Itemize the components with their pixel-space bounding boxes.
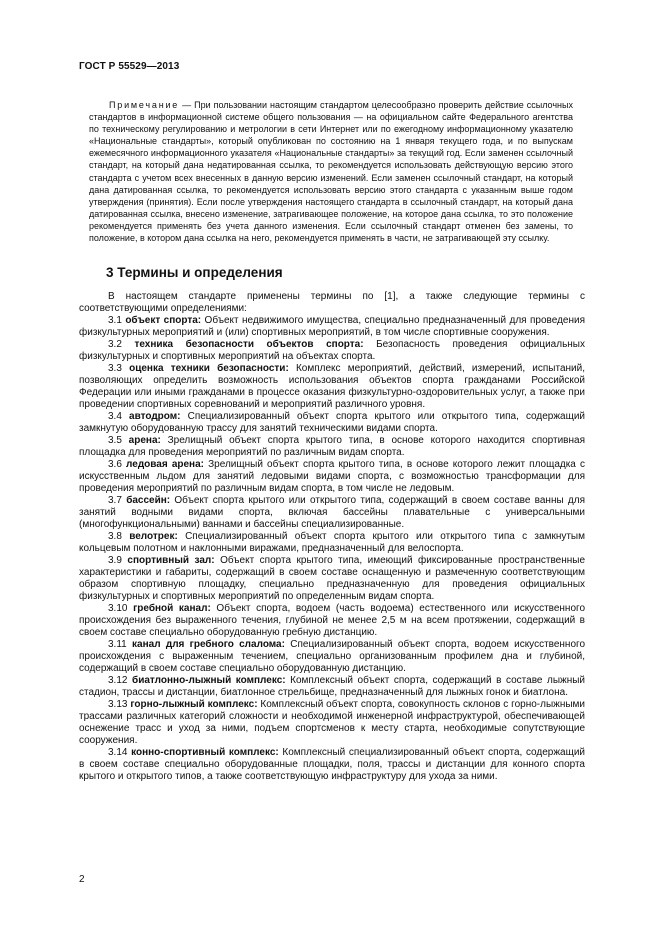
term-number: 3.10 — [108, 603, 128, 614]
term-definition: Объект недвижимого имущества, специально предназначенный для проведения физкультурных мероприятий и (или) спортивных мероприятий, в том числе спортивные сооружения. — [79, 315, 586, 338]
term-entry — [79, 459, 585, 495]
term-number: 3.3 — [108, 363, 122, 374]
term-number: 3.12 — [108, 675, 128, 686]
terms-list — [79, 315, 585, 783]
term-name: автодром: — [129, 411, 181, 422]
note-label: Примечание — [109, 100, 180, 110]
page-number: 2 — [79, 874, 85, 885]
term-number: 3.5 — [108, 435, 122, 446]
term-definition: Комплексный объект спорта, совокупность склонов с горно-лыжными трассами различных категорий сложности и необходимой инженерной инфраструктурой, обеспечивающей оснежение трасс и уход за ними, подъем спортсменов к месту старта, необходимые сопутствующие сооружения. — [79, 699, 586, 746]
term-name: гребной канал: — [133, 603, 211, 614]
reference-note — [89, 99, 573, 244]
term-number: 3.13 — [108, 699, 128, 710]
term-definition: Специализированный объект спорта крытого или открытого типа с замкнутым кольцевым полотном и наклонными виражами, предназначенный для велоспорта. — [79, 531, 585, 554]
term-definition: Зрелищный объект спорта крытого типа, в основе которого находится спортивная площадка для проведения мероприятий по различным видам спорта. — [79, 435, 585, 458]
term-entry — [79, 531, 585, 555]
term-entry — [79, 363, 585, 411]
term-number: 3.4 — [108, 411, 122, 422]
term-definition: Объект спорта крытого или открытого типа, содержащий в своем составе ванны для занятий водными видами спорта, включая бассейны плавательные с универсальными (многофункциональными) ваннами и бассейны специализированные. — [79, 495, 586, 530]
term-entry — [79, 603, 585, 639]
term-definition: Комплексный специализированный объект спорта, содержащий в своем составе специально оборудованные площадки, поля, трассы и дистанции для конного спорта крытого и открытого типов, а также соответствующую инфраструктуру для ухода за ними. — [79, 747, 586, 782]
term-definition: Специализированный объект спорта крытого или открытого типа, содержащий замкнутую оборудованную трассу для занятий техническими видами спорта. — [79, 411, 586, 434]
term-definition: Объект спорта, водоем (часть водоема) естественного или искусственного происхождения без выраженного течения, глубиной не менее 2,5 м на всем протяжении, содержащий в своем составе специально оборудованную гребную дистанцию. — [79, 603, 586, 638]
term-name: велотрек: — [129, 531, 178, 542]
term-number: 3.6 — [108, 459, 122, 470]
term-number: 3.11 — [108, 639, 127, 650]
document-header: ГОСТ Р 55529—2013 — [79, 61, 180, 72]
term-entry — [79, 495, 585, 531]
section-body — [79, 291, 585, 783]
term-entry — [79, 675, 585, 699]
section-intro: В настоящем стандарте применены термины по [1], а также следующие термины с соответствующими определениями: — [79, 291, 585, 314]
term-name: канал для гребного слалома: — [132, 639, 285, 650]
term-name: спортивный зал: — [127, 555, 215, 566]
term-definition: Специализированный объект спорта, водоем искусственного происхождения с выраженным течением, специально организованным профилем дна и глубиной, содержащий в своем составе специально оборудованную дистанцию. — [79, 639, 586, 674]
term-entry — [79, 699, 585, 747]
term-entry — [79, 639, 585, 675]
term-name: арена: — [128, 435, 161, 446]
term-entry — [79, 555, 585, 603]
term-number: 3.1 — [108, 315, 122, 326]
term-entry — [79, 339, 585, 363]
term-definition: Объект спорта крытого типа, имеющий фиксированные пространственные характеристики и габариты, содержащий в своем составе оснащенную и размеченную соответствующим образом спортивную площадку, специально предназначенную для проведения официальных физкультурных и спортивных мероприятий по определенным видам спорта. — [79, 555, 586, 602]
term-definition: Комплексный объект спорта, содержащий в составе лыжный стадион, трассы и дистанции, биатлонное стрельбище, предназначенный для лыжных гонок и биатлона. — [79, 675, 585, 698]
term-name: техника безопасности объектов спорта: — [134, 339, 364, 350]
note-text: — При пользовании настоящим стандартом целесообразно проверить действие ссылочных стандартов в информационной системе общего пользования — на официальном сайте Федерального агентства по техническому регулированию и метрологии в сети Интернет или по ежегодному информационному указателю «Национальные стандарты», который опубликован по состоянию на 1 января текущего года, и по выпускам ежемесячного информационного указателя «Национальные стандарты» за текущий год. Если заменен ссылочный стандарт, на который дана недатированная ссылка, то рекомендуется использовать действующую версию этого стандарта с учетом всех внесенных в данную версию изменений. Если заменен ссылочный стандарт, на который дана датированная ссылка, то рекомендуется использовать версию этого стандарта с указанным выше годом утверждения (принятия). Если после утверждения настоящего стандарта в ссылочный стандарт, на который дана датированная ссылка, внесено изменение, затрагивающее положение, на которое дана ссылка, то это положение рекомендуется применять без учета данного изменения. Если ссылочный стандарт отменен без замены, то положение, в котором дана ссылка на него, рекомендуется применять в части, не затрагивающей эту ссылку. — [89, 100, 573, 244]
section-title: 3 Термины и определения — [106, 265, 283, 280]
term-number: 3.9 — [108, 555, 122, 566]
term-name: горно-лыжный комплекс: — [130, 699, 258, 710]
term-name: бассейн: — [126, 495, 171, 506]
term-number: 3.7 — [108, 495, 122, 506]
term-entry — [79, 315, 585, 339]
term-definition: Зрелищный объект спорта крытого типа, в основе которого лежит площадка с искусственным льдом для занятий ледовыми видами спорта, с возможностью трансформации для проведения мероприятий по различным видам спорта, в том числе не ледовым. — [79, 459, 586, 494]
term-entry — [79, 435, 585, 459]
term-number: 3.2 — [108, 339, 122, 350]
term-name: биатлонно-лыжный комплекс: — [132, 675, 286, 686]
term-number: 3.8 — [108, 531, 122, 542]
term-definition: Безопасность проведения официальных физкультурных и спортивных мероприятий на объектах спорта. — [79, 339, 585, 362]
term-entry — [79, 747, 585, 783]
term-name: оценка техники безопасности: — [129, 363, 289, 374]
term-name: ледовая арена: — [126, 459, 204, 470]
term-number: 3.14 — [108, 747, 128, 758]
term-name: объект спорта: — [125, 315, 202, 326]
term-entry — [79, 411, 585, 435]
term-definition: Комплекс мероприятий, действий, измерений, испытаний, позволяющих определить возможность использования объектов спорта гражданами Российской Федерации или иными гражданами в процессе оказания физкультурно-оздоровительных услуг, а также при проведении спортивных соревнований и мероприятий различного уровня. — [79, 363, 585, 410]
term-name: конно-спортивный комплекс: — [131, 747, 279, 758]
